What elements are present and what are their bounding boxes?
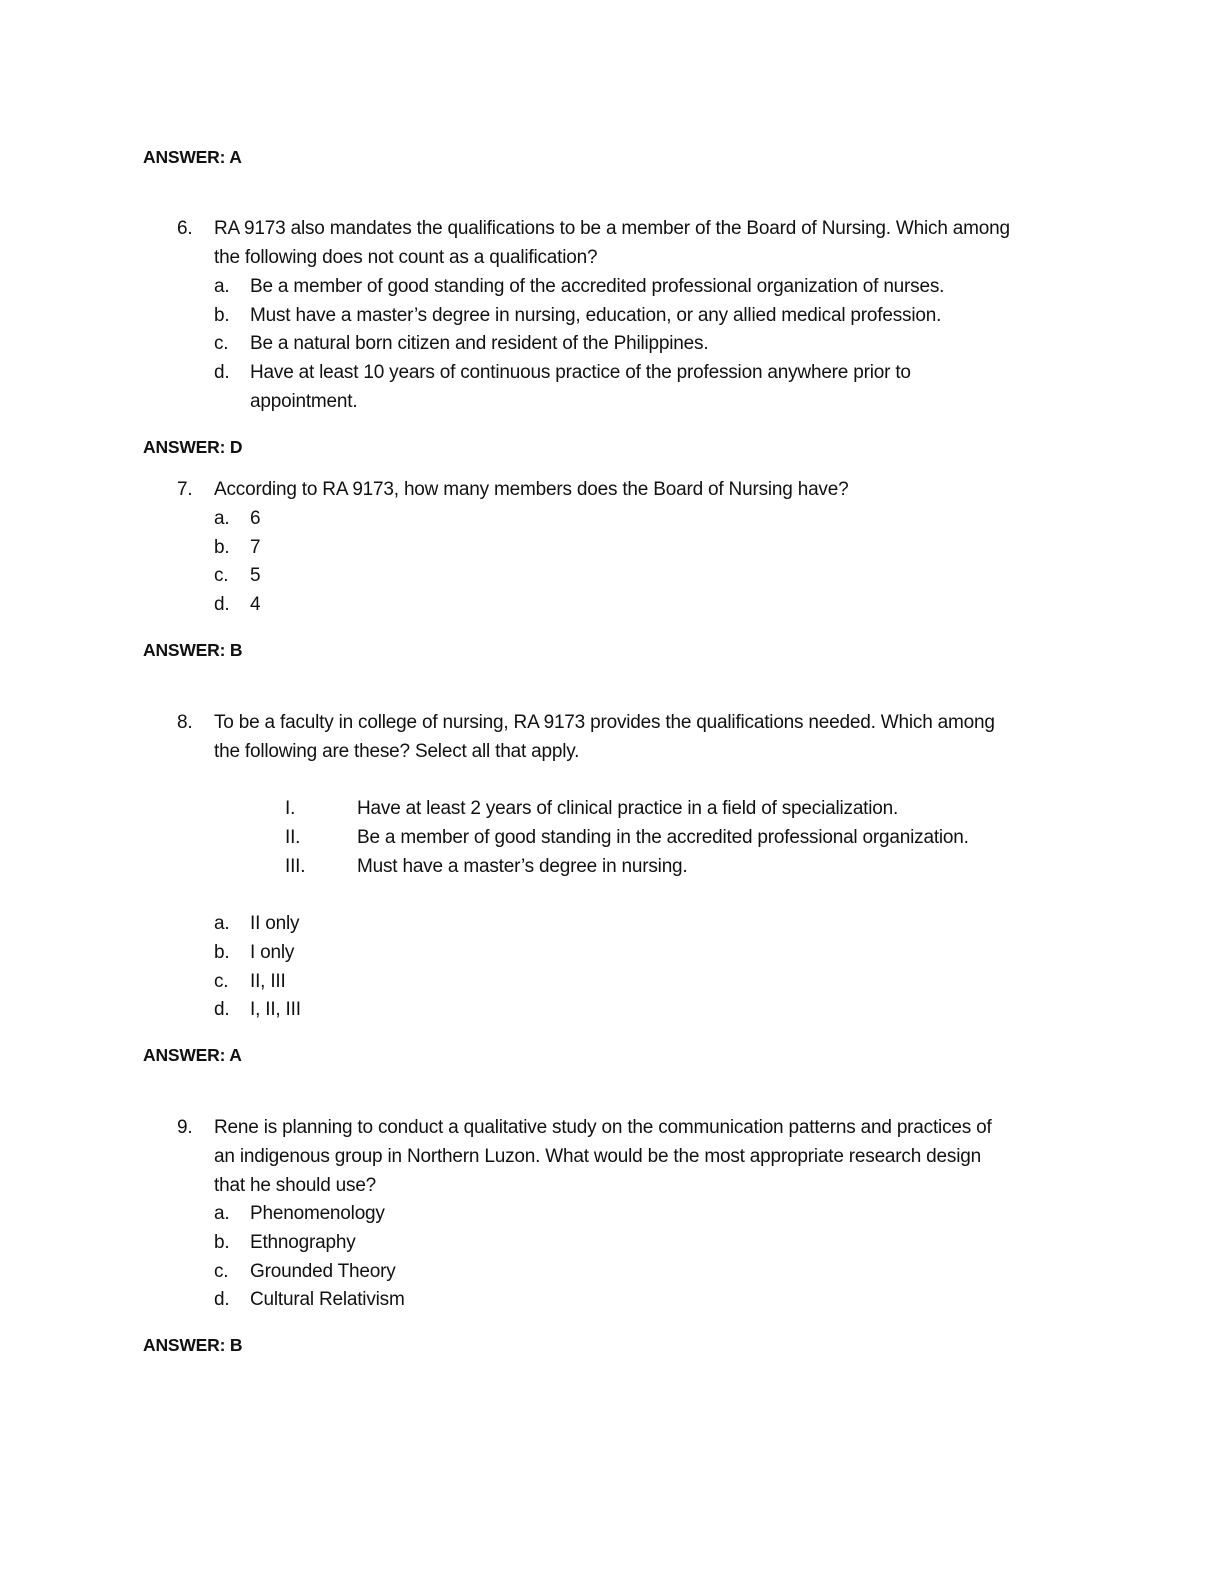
option-text: I only bbox=[250, 942, 295, 963]
option-text: Phenomenology bbox=[250, 1203, 385, 1224]
option-text: Cultural Relativism bbox=[250, 1289, 405, 1310]
option-text: 5 bbox=[250, 565, 261, 586]
statement-text: Must have a master’s degree in nursing. bbox=[357, 856, 688, 877]
option-text: II only bbox=[250, 913, 300, 934]
question-number: 6. bbox=[177, 218, 193, 239]
option-letter: c. bbox=[214, 971, 229, 992]
option-letter: d. bbox=[214, 1289, 230, 1310]
option-letter: b. bbox=[214, 305, 230, 326]
option-letter: a. bbox=[214, 913, 230, 934]
option-letter: b. bbox=[214, 1232, 230, 1253]
option-letter: d. bbox=[214, 362, 230, 383]
option-text: 4 bbox=[250, 594, 261, 615]
question-text: the following are these? Select all that apply. bbox=[214, 741, 580, 762]
option-text: Must have a master’s degree in nursing, education, or any allied medical profession. bbox=[250, 305, 942, 326]
question-text: the following does not count as a qualification? bbox=[214, 247, 598, 268]
question-number: 8. bbox=[177, 712, 193, 733]
option-letter: d. bbox=[214, 594, 230, 615]
question-number: 9. bbox=[177, 1117, 193, 1138]
option-letter: b. bbox=[214, 537, 230, 558]
question-text: that he should use? bbox=[214, 1175, 377, 1196]
option-text: Have at least 10 years of continuous practice of the profession anywhere prior to bbox=[250, 362, 911, 383]
option-letter: a. bbox=[214, 508, 230, 529]
option-letter: a. bbox=[214, 1203, 230, 1224]
question-text: an indigenous group in Northern Luzon. What would be the most appropriate research design bbox=[214, 1146, 981, 1167]
option-letter: b. bbox=[214, 942, 230, 963]
question-text: Rene is planning to conduct a qualitative study on the communication patterns and practices of bbox=[214, 1117, 992, 1138]
option-text: Be a member of good standing of the accredited professional organization of nurses. bbox=[250, 276, 945, 297]
option-text: Be a natural born citizen and resident of the Philippines. bbox=[250, 333, 709, 354]
option-text: 6 bbox=[250, 508, 261, 529]
question-text: According to RA 9173, how many members does the Board of Nursing have? bbox=[214, 479, 849, 500]
option-text: appointment. bbox=[250, 391, 358, 412]
option-letter: d. bbox=[214, 999, 230, 1020]
option-text: II, III bbox=[250, 971, 286, 992]
statement-numeral: III. bbox=[285, 856, 306, 877]
statement-text: Be a member of good standing in the accredited professional organization. bbox=[357, 827, 969, 848]
option-text: Ethnography bbox=[250, 1232, 356, 1253]
option-letter: c. bbox=[214, 333, 229, 354]
question-text: RA 9173 also mandates the qualifications to be a member of the Board of Nursing. Which among bbox=[214, 218, 1010, 239]
answer-label: ANSWER: A bbox=[143, 1045, 242, 1065]
option-text: I, II, III bbox=[250, 999, 301, 1020]
question-number: 7. bbox=[177, 479, 193, 500]
answer-label: ANSWER: B bbox=[143, 640, 243, 660]
option-letter: c. bbox=[214, 565, 229, 586]
option-text: 7 bbox=[250, 537, 261, 558]
statement-numeral: II. bbox=[285, 827, 301, 848]
option-letter: c. bbox=[214, 1261, 229, 1282]
question-text: To be a faculty in college of nursing, RA 9173 provides the qualifications needed. Which among bbox=[214, 712, 995, 733]
statement-text: Have at least 2 years of clinical practice in a field of specialization. bbox=[357, 798, 899, 819]
statement-numeral: I. bbox=[285, 798, 296, 819]
option-letter: a. bbox=[214, 276, 230, 297]
answer-label: ANSWER: B bbox=[143, 1335, 243, 1355]
option-text: Grounded Theory bbox=[250, 1261, 396, 1282]
answer-label: ANSWER: A bbox=[143, 147, 242, 167]
answer-label: ANSWER: D bbox=[143, 437, 243, 457]
